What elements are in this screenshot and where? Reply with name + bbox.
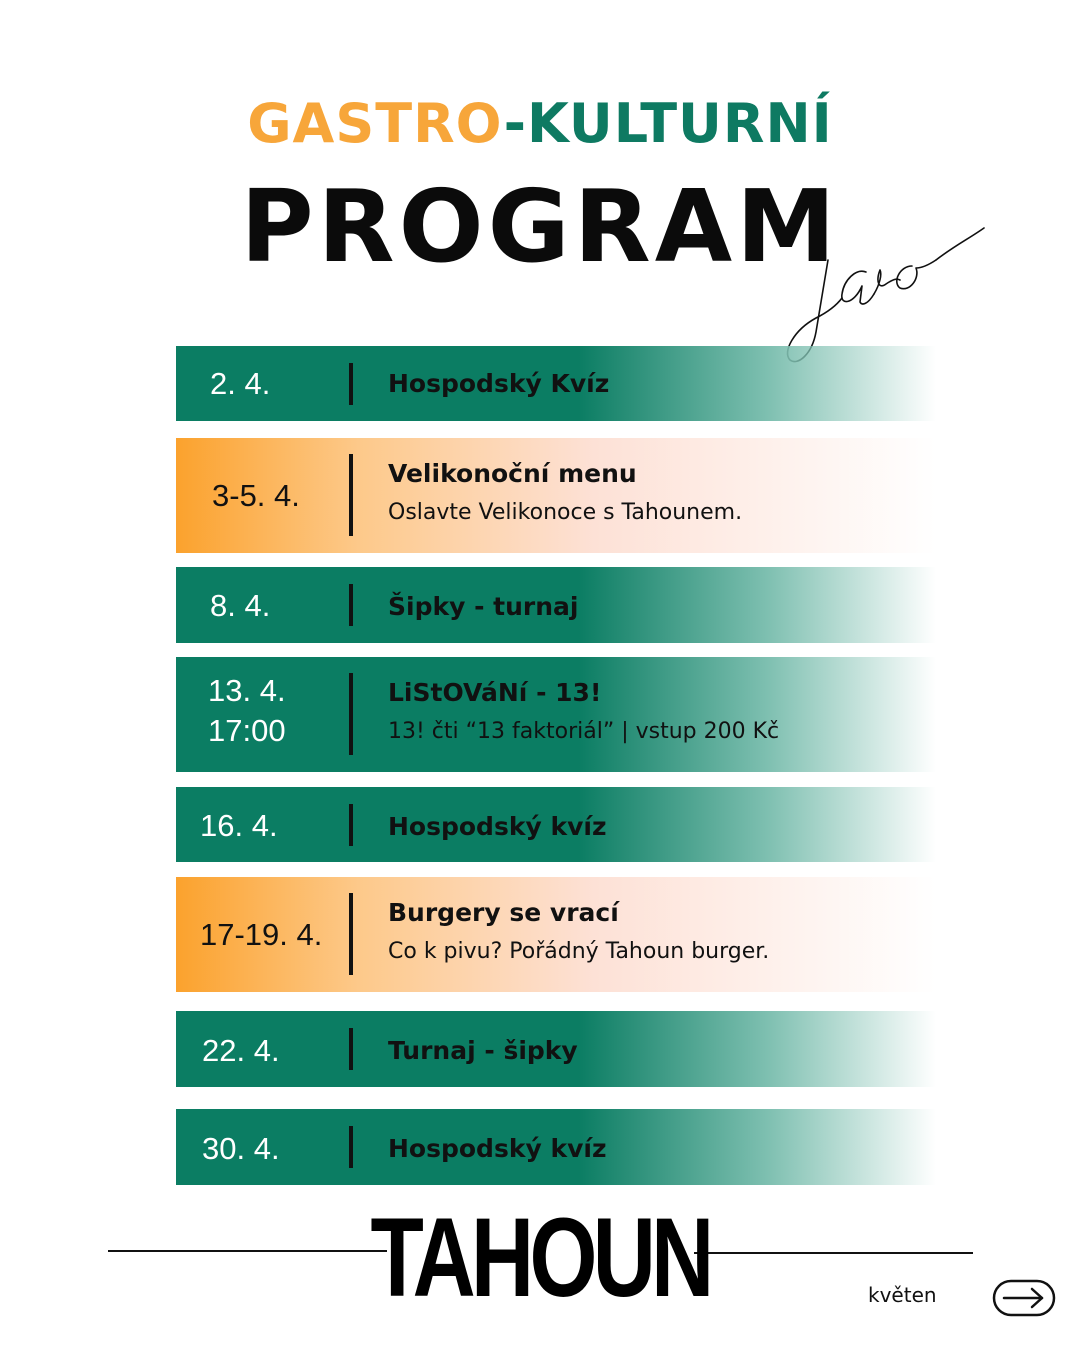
event-row	[176, 787, 936, 862]
event-row	[176, 567, 936, 643]
event-title: Šipky - turnaj	[388, 592, 579, 621]
event-date: 8. 4.	[210, 588, 271, 623]
event-separator	[349, 363, 353, 405]
event-title: Hospodský kvíz	[388, 1134, 607, 1163]
event-title: Velikonoční menu	[388, 459, 637, 488]
event-date: 3-5. 4.	[212, 478, 300, 513]
event-time: 17:00	[208, 713, 286, 748]
event-subtitle: Oslavte Velikonoce s Tahounem.	[388, 500, 743, 525]
event-title: Turnaj - šipky	[388, 1036, 578, 1065]
event-separator	[349, 1028, 353, 1070]
event-row	[176, 1011, 936, 1087]
event-separator	[349, 1126, 353, 1168]
headline-kulturni: KULTURNÍ	[527, 92, 833, 155]
event-separator	[349, 804, 353, 846]
next-month-label[interactable]: květen	[868, 1283, 937, 1307]
event-subtitle: 13! čti “13 faktoriál” | vstup 200 Kč	[388, 719, 780, 744]
event-separator	[349, 673, 353, 755]
event-subtitle: Co k pivu? Pořádný Tahoun burger.	[388, 939, 770, 964]
headline-dash: -	[503, 92, 527, 155]
program-title: PROGRAM	[240, 168, 840, 285]
event-title: Burgery se vrací	[388, 898, 619, 927]
arrow-right-icon[interactable]	[992, 1279, 1056, 1317]
event-title: LiStOVáNí - 13!	[388, 678, 602, 707]
event-separator	[349, 893, 353, 975]
event-separator	[349, 454, 353, 536]
event-date: 2. 4.	[210, 366, 271, 401]
event-date: 17-19. 4.	[200, 917, 323, 952]
event-date: 16. 4.	[200, 808, 278, 843]
event-row	[176, 877, 936, 992]
event-row	[176, 1109, 936, 1185]
event-row	[176, 346, 936, 421]
tahoun-logo: TAHOUN	[370, 1195, 710, 1320]
event-title: Hospodský Kvíz	[388, 369, 610, 398]
event-row	[176, 438, 936, 553]
event-row	[176, 657, 936, 772]
event-date: 22. 4.	[202, 1033, 280, 1068]
event-date: 30. 4.	[202, 1131, 280, 1166]
event-title: Hospodský kvíz	[388, 812, 607, 841]
headline	[0, 92, 1080, 156]
event-date: 13. 4.	[208, 673, 286, 708]
event-separator	[349, 584, 353, 626]
headline-gastro: GASTRO	[247, 92, 504, 155]
